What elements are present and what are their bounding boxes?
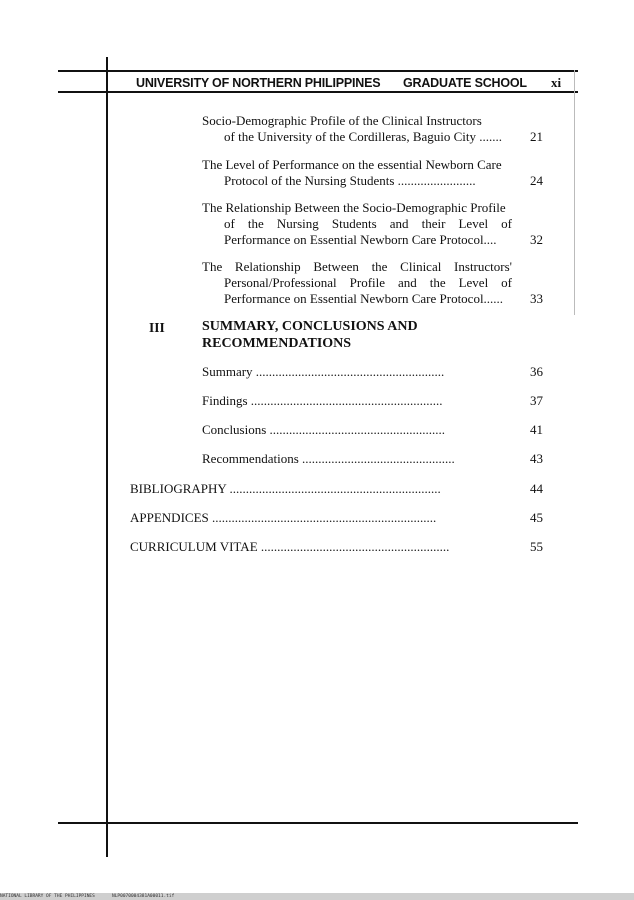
toc-entry-line: The Relationship Between the Socio-Demographic Profile [202,200,506,215]
toc-entry[interactable] [202,200,512,248]
toc-page-number: 32 [530,232,543,247]
toc-entry-line: Socio-Demographic Profile of the Clinical Instructors [202,113,482,128]
chapter-number: III [149,320,165,335]
toc-entry-line: Performance on Essential Newborn Care Protocol...... [224,291,504,306]
frame-right-vertical-line [574,70,575,315]
toc-entry-line: Personal/Professional Profile and the Level of [224,275,512,290]
toc-entry-curriculum-vitae[interactable]: CURRICULUM VITAE .......................................................... [130,539,450,554]
toc-entry-line: The Relationship Between the Clinical Instructors' [202,259,512,274]
toc-entry[interactable] [202,259,512,307]
header-graduate-school: GRADUATE SCHOOL [403,76,527,90]
chapter-title[interactable] [202,318,418,352]
chapter-title-line: RECOMMENDATIONS [202,336,352,351]
toc-page-number: 45 [530,510,543,525]
frame-left-vertical-line [106,57,108,857]
toc-entry-findings[interactable]: Findings ........................................................... [202,393,443,408]
toc-entry-line: of the University of the Cordilleras, Baguio City ....... [224,129,503,144]
toc-entry[interactable] [202,113,512,145]
toc-page-number: 21 [530,129,543,144]
toc-page-number: 41 [530,422,543,437]
toc-page-number: 55 [530,539,543,554]
frame-top-horizontal-line [58,70,578,72]
toc-entry[interactable] [202,157,512,189]
header-university: UNIVERSITY OF NORTHERN PHILIPPINES [136,76,381,90]
toc-page-number: 24 [530,173,543,188]
toc-entry-recommendations[interactable]: Recommendations ............................................... [202,451,455,466]
toc-entry-line: The Level of Performance on the essential Newborn Care [202,157,502,172]
toc-page-number: 44 [530,481,543,496]
footer-library-name: NATIONAL LIBRARY OF THE PHILIPPINES [0,894,95,899]
scan-footer-strip [0,893,634,900]
toc-page-number: 36 [530,364,543,379]
header-underline [58,91,578,93]
toc-entry-line: of the Nursing Students and their Level of [224,216,512,231]
header-page-number: xi [551,75,562,90]
frame-bottom-horizontal-line [58,822,578,824]
toc-entry-conclusions[interactable]: Conclusions ...................................................... [202,422,446,437]
toc-page-number: 37 [530,393,543,408]
toc-page-number: 33 [530,291,543,306]
chapter-title-line: SUMMARY, CONCLUSIONS AND [202,319,418,334]
toc-entry-summary[interactable]: Summary .......................................................... [202,364,445,379]
toc-entry-bibliography[interactable]: BIBLIOGRAPHY ................................................................. [130,481,441,496]
toc-entry-line: Protocol of the Nursing Students ........................ [224,173,476,188]
toc-page-number: 43 [530,451,543,466]
toc-entry-appendices[interactable]: APPENDICES ..................................................................... [130,510,437,525]
footer-file-id: NLP0070004381A00011.tif [112,894,175,899]
toc-entry-line: Performance on Essential Newborn Care Protocol.... [224,232,497,247]
